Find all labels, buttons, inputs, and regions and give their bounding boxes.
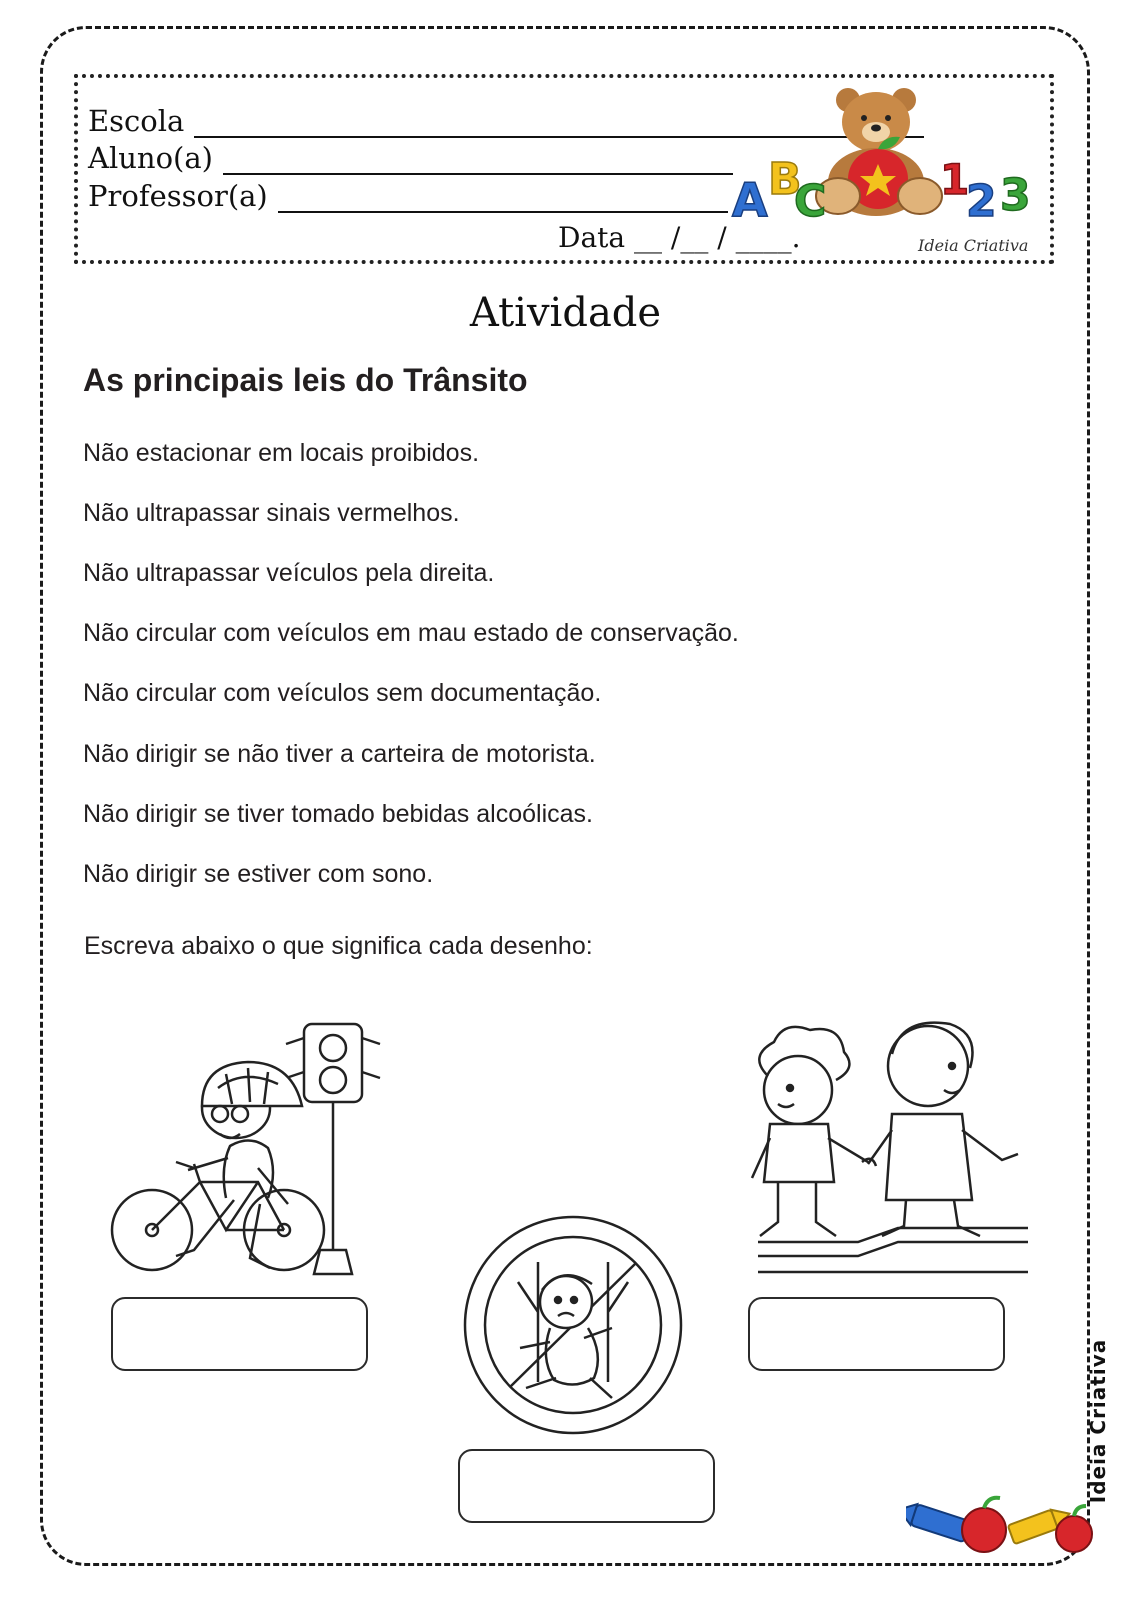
rule-item: Não ultrapassar sinais vermelhos.: [83, 499, 460, 527]
instruction-text: Escreva abaixo o que significa cada desenho:: [84, 932, 593, 960]
crayon-apple-icon: [906, 1490, 1100, 1560]
side-brand: [1085, 1338, 1111, 1504]
teacher-field: [88, 179, 728, 213]
svg-text:1: 1: [940, 155, 970, 204]
bear-abc-icon: [728, 84, 1044, 234]
rule-item: Não dirigir se estiver com sono.: [83, 860, 434, 888]
svg-text:2: 2: [966, 176, 997, 227]
rule-item: Não estacionar em locais proibidos.: [83, 439, 480, 467]
answer-box-cyclist[interactable]: [111, 1297, 368, 1371]
brand-signature: Ideia Criativa: [918, 236, 1029, 255]
rule-item: Não dirigir se não tiver a carteira de motorista.: [83, 740, 596, 768]
side-brand-text: Ideia Criativa: [1086, 1338, 1111, 1504]
prohibited-crossing-icon: [458, 1212, 688, 1438]
student-label: Aluno(a): [88, 141, 213, 175]
svg-text:C: C: [794, 176, 827, 227]
cyclist-drawing: [108, 1018, 388, 1288]
svg-text:3: 3: [1000, 170, 1031, 221]
student-input-line[interactable]: [223, 173, 733, 175]
rule-item: Não circular com veículos em mau estado de conservação.: [83, 619, 739, 647]
svg-text:B: B: [768, 154, 802, 205]
rule-item: Não dirigir se tiver tomado bebidas alcoólicas.: [83, 800, 593, 828]
answer-box-children[interactable]: [748, 1297, 1005, 1371]
answer-box-crossing[interactable]: [458, 1449, 715, 1523]
teacher-input-line[interactable]: [278, 211, 728, 213]
school-label: Escola: [88, 104, 185, 138]
traffic-light-icon: [286, 1024, 380, 1274]
section-heading: As principais leis do Trânsito: [83, 362, 528, 398]
children-holding-hands-icon: [738, 1020, 1038, 1278]
student-field: [88, 141, 733, 175]
rule-item: Não ultrapassar veículos pela direita.: [83, 559, 495, 587]
rule-item: Não circular com veículos sem documentação.: [83, 679, 602, 707]
svg-text:A: A: [732, 173, 768, 227]
date-blank[interactable]: __ /__ / ____.: [634, 221, 801, 254]
page-title: Atividade: [469, 290, 662, 336]
date-label: Data: [558, 221, 626, 254]
teacher-label: Professor(a): [88, 179, 268, 213]
